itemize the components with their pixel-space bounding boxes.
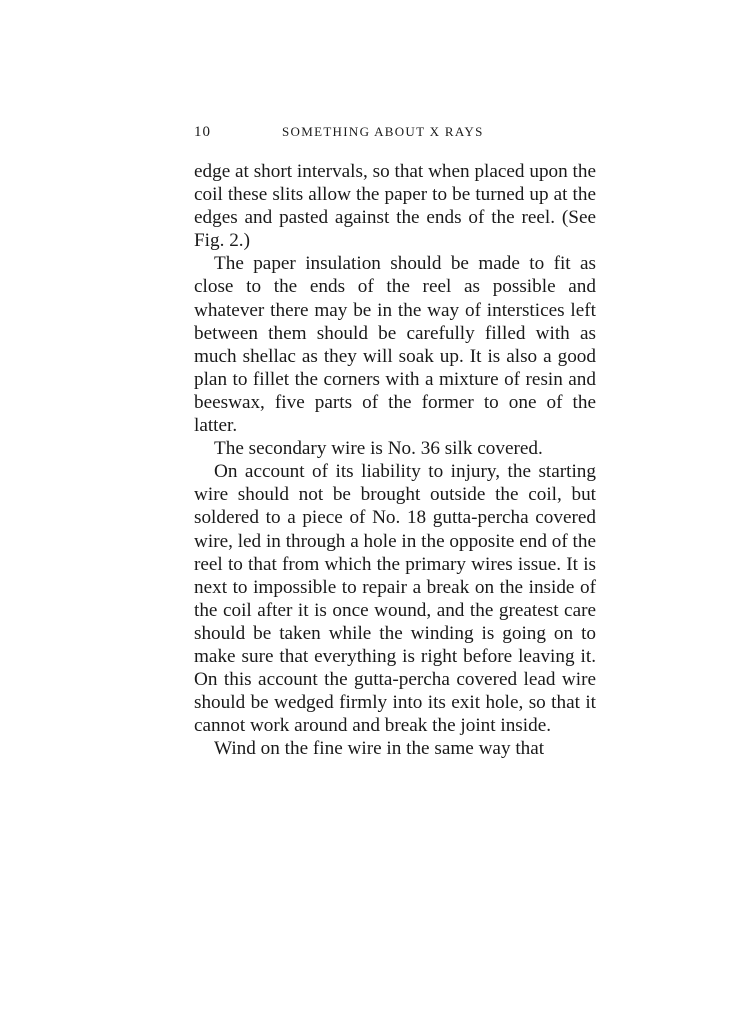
running-title: SOMETHING ABOUT X RAYS	[282, 124, 484, 139]
body-text	[194, 160, 596, 760]
book-page	[194, 124, 596, 760]
paragraph-secondary-wire: The secondary wire is No. 36 silk covered.	[214, 438, 543, 460]
running-head	[194, 124, 596, 148]
paragraph-wind-fine-wire: Wind on the fine wire in the same way that	[214, 738, 545, 760]
paragraph-paper-insulation: The paper insulation should be made to fit as close to the ends of the reel as possible and whatever there may be in the way of interstices left between them should be carefully filled with as much shellac as they will soak up. It is also a good plan to fillet the corners with a mixture of resin and beeswax, five parts of the former to one of the latter.	[194, 253, 596, 437]
page-number: 10	[194, 124, 211, 140]
paragraph-continued: edge at short intervals, so that when placed upon the coil these slits allow the paper to be turned up at the edges and pasted against the ends of the reel. (See Fig. 2.)	[194, 161, 596, 252]
paragraph-starting-wire: On account of its liability to injury, the starting wire should not be brought outside the coil, but soldered to a piece of No. 18 gutta-percha covered wire, led in through a hole in the opposite end of the reel to that from which the primary wires issue. It is next to impossible to repair a break on the inside of the coil after it is once wound, and the greatest care should be taken while the winding is going on to make sure that everything is right before leaving it. On this account the gutta-percha covered lead wire should be wedged firmly into its exit hole, so that it cannot work around and break the joint inside.	[194, 461, 596, 737]
